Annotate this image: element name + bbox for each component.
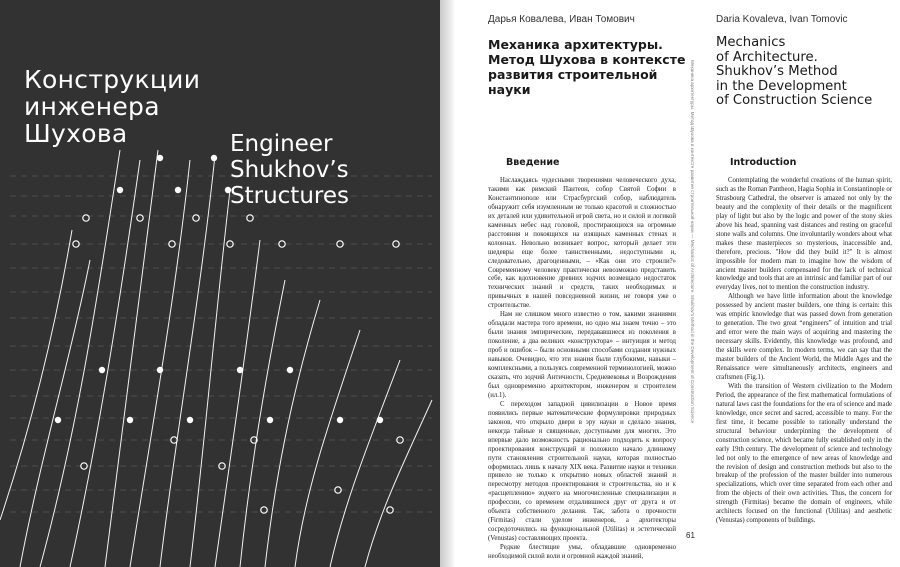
cover-title-ru-line: Шухова xyxy=(24,119,128,148)
node-ring xyxy=(193,215,199,221)
paragraph: With the transition of Western civilization to the Modern Period, the appearance of the first mathematical formulations of natural laws cast the foundations for the era of science and made knowledge, once secret and sacred, accessible to many. For the first time, it became possible to rationally understand the structural behaviour underpinning the development of construction science, which became fully established only in the early 19th century. The development of science and technology led not only to the emergence of new areas of knowledge and the revision of design and construction methods but also to the breakup of the profession of the master builder into numerous specializations, which over time separated from each other and from the objects of their own activities. Thus, the concern for strength (Firmitas) became the domain of engineers, while architects focused on the functional (Utilitas) and aesthetic (Venustas) components of buildings. xyxy=(716,382,892,525)
running-head-text: Механика архитектуры. Метод Шухова в контексте развития строительной науки — Mechanics of Architecture. Shukhov’s Method in the Development of Construction Science xyxy=(690,60,695,424)
node-dot xyxy=(99,367,105,373)
node-dot xyxy=(117,187,123,193)
strand-line xyxy=(70,160,140,567)
strand-line xyxy=(105,150,158,567)
article-title-en-line: of Construction Science xyxy=(716,93,873,109)
article-title-ru-line: Метод Шухова в контексте xyxy=(488,52,686,67)
article-title-en-line: Shukhov’s Method xyxy=(716,64,838,80)
article-title-en-line: in the Development xyxy=(716,78,847,94)
node-dot xyxy=(157,155,163,161)
cover-title-en-line: Structures xyxy=(230,183,349,209)
article-title-en-line: of Architecture. xyxy=(716,49,818,65)
strand-line xyxy=(240,280,285,567)
paragraph: С переходом западной цивилизации в Новое время появились первые математические формулировки природных законов, что открыло двери в эру науки и сделало знания, некогда тайные и священные, доступными для многих. Это впервые дало возможность рационально подходить к вопросу проектирования конструкций и положило начало длинному пути становления строительной науки, которая полностью оформилась лишь к началу XIX века. Развитие науки и техники привело не только к открытию новых областей знаний и пересмотру методов проектирования и строительства, но и к «расщеплению» зодчего на многочисленные специализации и профессии, со временем отдалившиеся друг от друга и от объекта собственного делания. Так, забота о прочности (Firmitas) стали уделом инженеров, а архитекторы сосредоточились на функциональной (Utilitas) и эстетической (Venustas) составляющих проекта. xyxy=(488,400,676,543)
node-dot xyxy=(175,187,181,193)
article-title-ru-line: Механика архитектуры. xyxy=(488,37,663,52)
article-title-ru xyxy=(488,37,718,97)
strand-line xyxy=(295,330,360,567)
article-title-ru-line: развития строительной xyxy=(488,67,658,82)
cover-title-en xyxy=(230,131,430,209)
node-dot xyxy=(287,367,293,373)
article-title-en-line: Mechanics xyxy=(716,35,786,50)
paragraph: Наслаждаясь чудесными творениями человеческого духа, такими как римский Пантеон, собор Святой Софии в Константинополе или Страсбургский собор, наблюдатель обнаружит себя изумленным не только красотой и сложностью их деталей или удивительной игрой света, но и силой и логикой каменных небес над головой, простирающихся на огромные расстояния и покоящихся на изящных каменных стенах и колоннах. Невольно возникает вопрос, который делает эти шедевры еще более таинственными, недоступными и, следовательно, драгоценными, – «Как они это строили?» Современному человеку практически невозможно представить себе, как вдохновение древних зодчих возмещало недостаток технических знаний и средств, таких необходимых и привычных в нашей повседневной жизни, не говоря уже о строительстве. xyxy=(488,177,676,310)
article-title-en xyxy=(716,36,900,109)
authors-ru: Дарья Ковалева, Иван Томович xyxy=(488,14,635,25)
paragraph: Нам не слишком много известно о том, какими знаниями обладали мастера того времени, но одно мы знаем точно – это были знания эмпирические, передававшиеся из поколения в поколение, а два великих «конструктора» – интуиция и метод проб и ошибок – были основными способами создания нужных навыков. Очевидно, что эти знания были глубокими, навыки – комплексными, а пользуясь современной терминологией, можно сказать, что зодчий Античности, Средневековья и Возрождения был одновременно архитектором, инженером и строителем (ил.1). xyxy=(488,311,676,399)
node-dot xyxy=(211,155,217,161)
node-dot xyxy=(187,417,193,423)
node-dot xyxy=(127,417,133,423)
strand-line xyxy=(330,360,400,567)
node-dot xyxy=(157,367,163,373)
node-ring xyxy=(83,215,89,221)
strand-line xyxy=(215,240,260,567)
cover-title-en-line: Engineer xyxy=(230,131,333,157)
article-page xyxy=(454,0,900,567)
cover-title-ru-line: Конструкции xyxy=(24,65,201,94)
cover-title-ru-line: инженера xyxy=(24,92,160,121)
running-head xyxy=(686,60,696,560)
node-dot xyxy=(377,417,383,423)
article-title-ru-line: науки xyxy=(488,82,531,97)
cover-title-en-line: Shukhov’s xyxy=(230,157,349,183)
node-dot xyxy=(337,417,343,423)
node-dot xyxy=(237,367,243,373)
page-gutter xyxy=(440,0,454,567)
section-heading-ru: Введение xyxy=(506,157,560,168)
paragraph: Although we have little information about the knowledge possessed by ancient master builders, one thing is certain: this was empiric knowledge that was passed down from generation to generation. The two great “engineers” of intuition and trial and error were the main ways of acquiring and mastering the necessary skills. Evidently, this knowledge was profound, and the skills were complex. In modern terms, we can say that the master builders of the Ancient World, the Middle Ages and the Renaissance were simultaneously architects, engineers and craftsmen (Fig.1). xyxy=(716,293,892,381)
paragraph: Contemplating the wonderful creations of the human spirit, such as the Roman Pantheon, Hagia Sophia in Constantinople or Strasbourg Cathedral, the observer is amazed not only by the beauty and the complexity of their details or the magnificent play of light but also by the logic and power of the stony skies above his head, spanning vast distances and resting on graceful stone walls and columns. One involuntarily wonders about what makes these masterpieces so mysterious, inaccessible and, therefore, precious. "How did they build it?" It is almost impossible for modern man to imagine how the wisdom of ancient master builders compensated for the lack of technical knowledge and tools that are an intrinsic and familiar part of our everyday lives, not to mention the construction industry. xyxy=(716,177,892,292)
paragraph: Редкие блестящие умы, обладавшие одновременно необходимой силой воли и огромной жаждой знаний, xyxy=(488,544,676,559)
node-dot xyxy=(267,417,273,423)
body-text-en xyxy=(716,177,892,559)
strand-line xyxy=(160,155,215,567)
node-ring xyxy=(137,215,143,221)
section-heading-en: Introduction xyxy=(730,157,797,168)
node-ring xyxy=(247,215,253,221)
authors-en: Daria Kovaleva, Ivan Tomovic xyxy=(716,14,848,25)
strand-line xyxy=(40,150,120,567)
page-number: 61 xyxy=(686,531,695,540)
cover-page xyxy=(0,0,440,567)
strand-line xyxy=(0,230,72,520)
body-text-ru xyxy=(488,177,676,559)
node-dot xyxy=(55,417,61,423)
strand-line xyxy=(190,190,230,567)
